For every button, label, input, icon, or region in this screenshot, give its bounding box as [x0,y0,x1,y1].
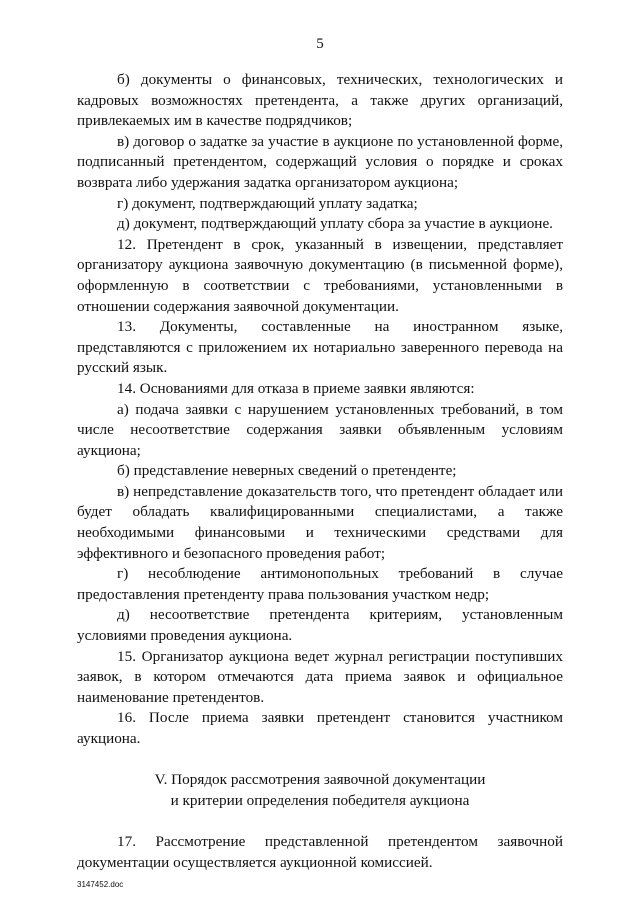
page-number: 5 [316,36,324,52]
paragraph-12: 12. Претендент в срок, указанный в извещении, представляет организатору аукциона заявочную документацию (в письменной форме), оформленную в соответствии с требованиями, установленными в отношении содержания заявочной документации. [77,235,563,315]
section-heading-line-1: V. Порядок рассмотрения заявочной документации [154,771,486,789]
paragraph-17: 17. Рассмотрение представленной претендентом заявочной документации осуществляется аукционной комиссией. [77,832,563,871]
paragraph-14: 14. Основаниями для отказа в приеме заявки являются: [117,379,475,397]
paragraph-14-b: б) представление неверных сведений о претенденте; [117,462,457,480]
paragraph-16: 16. После приема заявки претендент становится участником аукциона. [77,709,563,747]
paragraph-13: 13. Документы, составленные на иностранном языке, представляются с приложением их нотариально заверенного перевода на русский язык. [77,318,563,377]
paragraph-v-deposit-agreement: в) договор о задатке за участие в аукционе по установленной форме, подписанный претендентом, содержащий условия о порядке и сроках возврата либо удержания задатка организатором аукциона; [77,132,563,191]
paragraph-g-deposit-payment: г) документ, подтверждающий уплату задатка; [117,194,418,212]
paragraph-14-a: а) подача заявки с нарушением установленных требований, в том числе несоответствие содержания заявки объявленным условиям аукциона; [77,400,563,459]
paragraph-14-g: г) несоблюдение антимонопольных требований в случае предоставления претенденту права пользования участком недр; [77,565,563,603]
paragraph-15: 15. Организатор аукциона ведет журнал регистрации поступивших заявок, в котором отмечаются дата приема заявок и официальное наименование претендентов. [77,647,563,706]
paragraph-14-d: д) несоответствие претендента критериям, установленным условиями проведения аукциона. [77,606,563,645]
section-heading-line-2: и критерии определения победителя аукциона [170,791,470,809]
document-body [77,70,563,873]
footer-filename: 3147452.doc [77,880,124,889]
paragraph-b-documents: б) документы о финансовых, технических, технологических и кадровых возможностях претендента, а также других организаций, привлекаемых им в качестве подрядчиков; [77,71,563,130]
paragraph-d-fee-payment: д) документ, подтверждающий уплату сбора за участие в аукционе. [117,215,553,233]
paragraph-14-v: в) непредставление доказательств того, что претендент обладает или будет обладать квалифицированными специалистами, а также необходимыми финансовыми и техническими средствами для эффективного и безопасного проведения работ; [77,482,563,562]
